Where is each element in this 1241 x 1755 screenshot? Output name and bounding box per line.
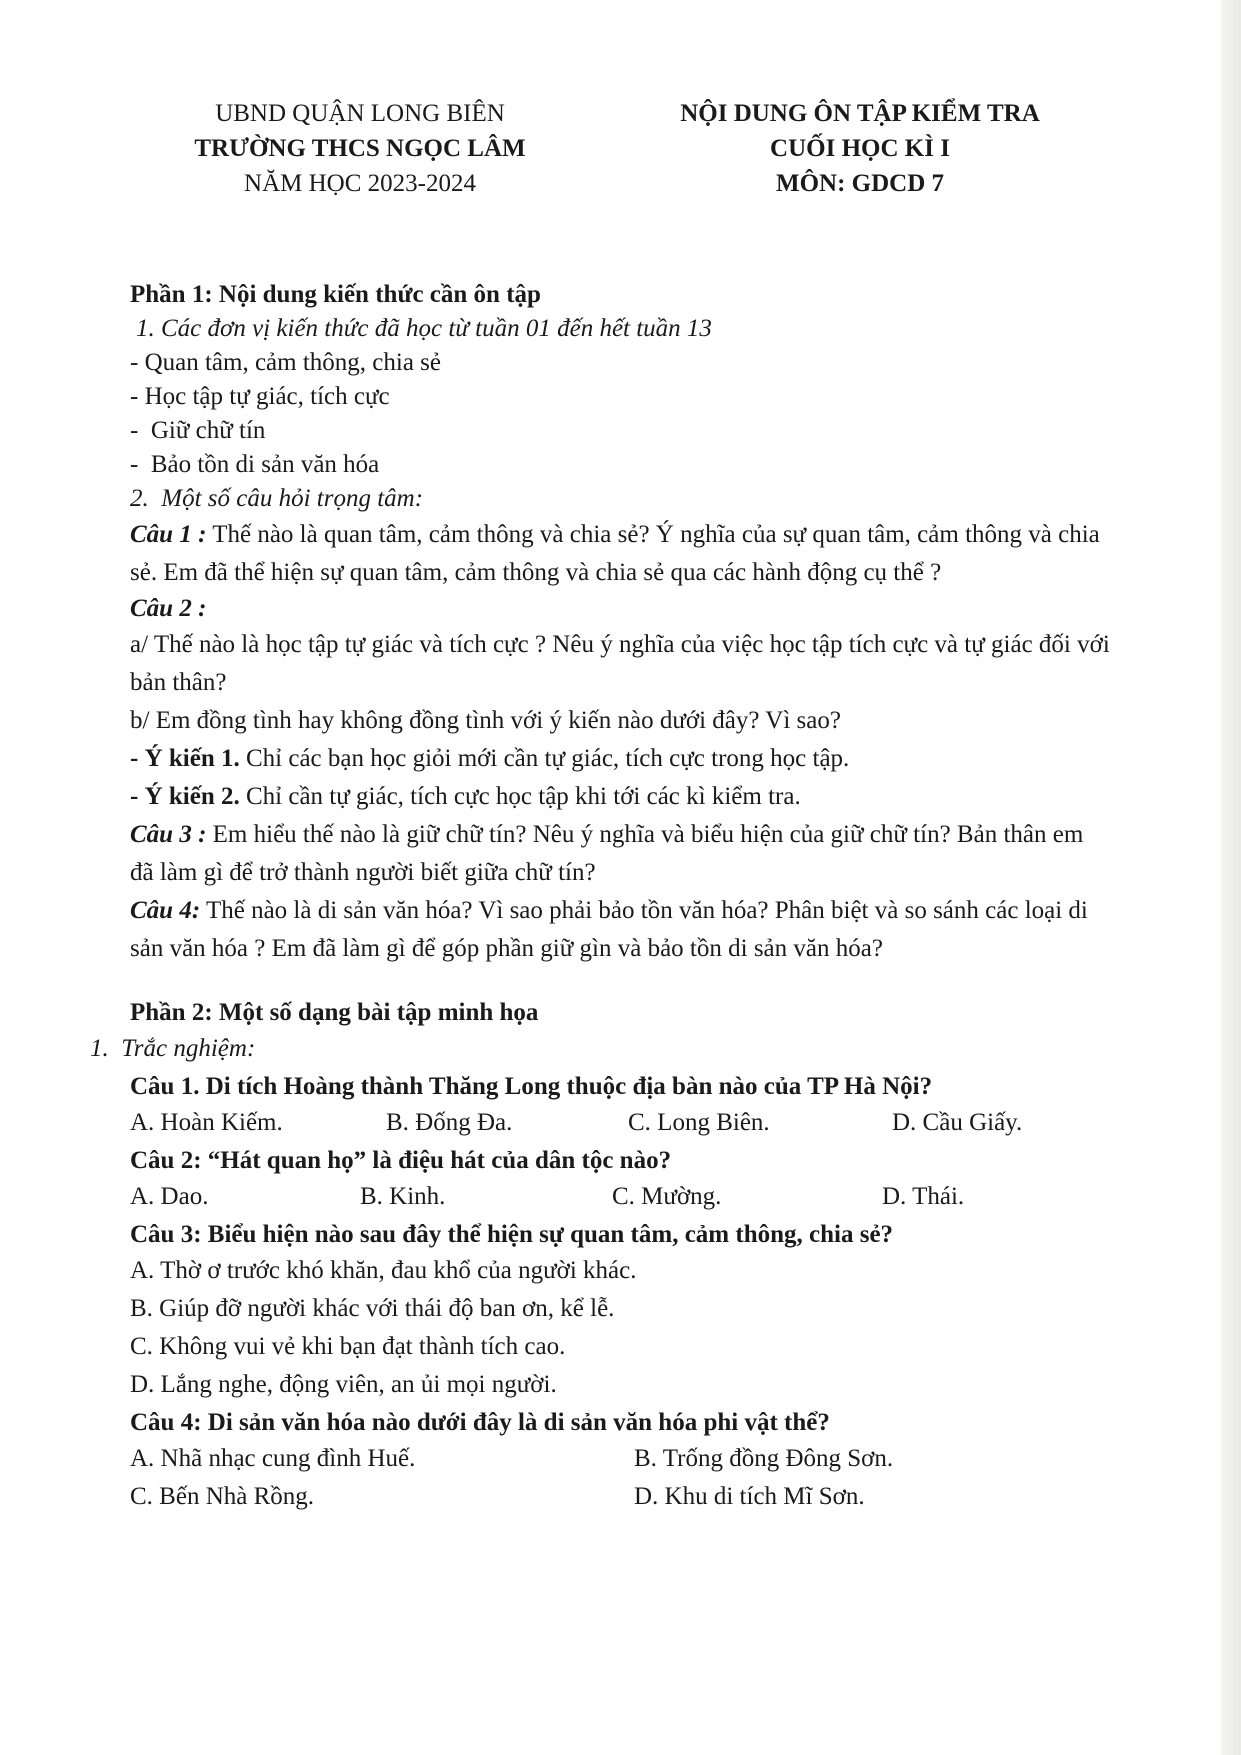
mc-options	[130, 1478, 1110, 1516]
mc-option: B. Giúp đỡ người khác với thái độ ban ơn, kể lễ.	[130, 1295, 615, 1322]
mc-option: B. Đống Đa.	[386, 1109, 513, 1136]
part1-sub2: 2. Một số câu hỏi trọng tâm:	[130, 485, 424, 512]
opinion-2	[130, 778, 1110, 816]
part2-sub1: 1. Trắc nghiệm:	[90, 1035, 256, 1062]
school-year: NĂM HỌC 2023-2024	[244, 170, 476, 197]
mc-question: Câu 3: Biểu hiện nào sau đây thể hiện sự quan tâm, cảm thông, chia sẻ?	[130, 1221, 894, 1248]
header-right	[640, 96, 1080, 201]
topic-item: - Bảo tồn di sản văn hóa	[130, 451, 380, 478]
doc-subject: MÔN: GDCD 7	[775, 170, 945, 197]
mc-option: D. Cầu Giấy.	[892, 1109, 1023, 1136]
mc-options	[130, 1440, 1110, 1478]
mc-options	[130, 1104, 1110, 1142]
mc-question: Câu 4: Di sản văn hóa nào dưới đây là di sản văn hóa phi vật thể?	[130, 1409, 830, 1436]
doc-term: CUỐI HỌC KÌ I	[770, 135, 950, 162]
mc-option: B. Trống đồng Đông Sơn.	[634, 1445, 894, 1472]
opinion-1-text: Chỉ các bạn học giỏi mới cần tự giác, tích cực trong học tập.	[239, 745, 850, 772]
district-name: UBND QUẬN LONG BIÊN	[215, 100, 505, 127]
page-edge	[1221, 0, 1241, 1755]
question-1	[130, 516, 1110, 592]
mc-option: C. Long Biên.	[628, 1109, 770, 1136]
q2-b: b/ Em đồng tình hay không đồng tình với ý kiến nào dưới đây? Vì sao?	[130, 707, 841, 734]
mc-option: C. Không vui vẻ khi bạn đạt thành tích cao.	[130, 1333, 566, 1360]
mc-option: A. Dao.	[130, 1183, 209, 1210]
opinion-2-text: Chỉ cần tự giác, tích cực học tập khi tới các kì kiểm tra.	[239, 783, 801, 810]
mc-option: A. Hoàn Kiếm.	[130, 1109, 283, 1136]
mc-question: Câu 1. Di tích Hoàng thành Thăng Long thuộc địa bàn nào của TP Hà Nội?	[130, 1073, 933, 1100]
part1-sub1: 1. Các đơn vị kiến thức đã học từ tuần 01 đến hết tuần 13	[136, 315, 712, 342]
q4-label: Câu 4:	[130, 897, 201, 924]
mc-options	[130, 1178, 1110, 1216]
mc-option: C. Mường.	[612, 1183, 722, 1210]
topic-item: - Quan tâm, cảm thông, chia sẻ	[130, 349, 442, 376]
q2-label: Câu 2 :	[130, 595, 207, 622]
q4-text: Thế nào là di sản văn hóa? Vì sao phải bảo tồn văn hóa? Phân biệt và so sánh các loại di sản văn hóa ? Em đã làm gì để góp phần giữ gìn và bảo tồn di sản văn hóa?	[130, 897, 1088, 962]
q1-label: Câu 1 :	[130, 521, 207, 548]
mc-option: A. Thờ ơ trước khó khăn, đau khổ của người khác.	[130, 1257, 637, 1284]
document-header	[0, 96, 1241, 216]
part2-title: Phần 2: Một số dạng bài tập minh họa	[130, 999, 539, 1026]
mc-question: Câu 2: “Hát quan họ” là điệu hát của dân tộc nào?	[130, 1147, 672, 1174]
topic-item: - Giữ chữ tín	[130, 417, 266, 444]
header-left	[150, 96, 570, 201]
mc-option: B. Kinh.	[360, 1183, 446, 1210]
q2-a: a/ Thế nào là học tập tự giác và tích cực ? Nêu ý nghĩa của việc học tập tích cực và tự giác đối với bản thân?	[130, 631, 1110, 696]
question-3	[130, 816, 1110, 892]
school-name: TRƯỜNG THCS NGỌC LÂM	[194, 135, 526, 162]
opinion-2-label: - Ý kiến 2.	[130, 783, 240, 810]
question-4	[130, 892, 1110, 968]
mc-option: C. Bến Nhà Rồng.	[130, 1483, 315, 1510]
mc-option: D. Lắng nghe, động viên, an ủi mọi người.	[130, 1371, 557, 1398]
part1-title: Phần 1: Nội dung kiến thức cần ôn tập	[130, 281, 541, 308]
q3-text: Em hiểu thế nào là giữ chữ tín? Nêu ý nghĩa và biểu hiện của giữ chữ tín? Bản thân em đã làm gì để trở thành người biết giữa chữ tín?	[130, 821, 1084, 886]
q1-text: Thế nào là quan tâm, cảm thông và chia sẻ? Ý nghĩa của sự quan tâm, cảm thông và chia sẻ. Em đã thể hiện sự quan tâm, cảm thông và chia sẻ qua các hành động cụ thể ?	[130, 521, 1100, 586]
document-body	[90, 278, 1110, 1516]
opinion-1	[130, 740, 1110, 778]
q3-label: Câu 3 :	[130, 821, 207, 848]
mc-option: D. Thái.	[882, 1183, 965, 1210]
mc-option: D. Khu di tích Mĩ Sơn.	[634, 1483, 865, 1510]
opinion-1-label: - Ý kiến 1.	[130, 745, 240, 772]
topic-item: - Học tập tự giác, tích cực	[130, 383, 390, 410]
doc-title: NỘI DUNG ÔN TẬP KIỂM TRA	[680, 100, 1040, 127]
mc-option: A. Nhã nhạc cung đình Huế.	[130, 1445, 416, 1472]
